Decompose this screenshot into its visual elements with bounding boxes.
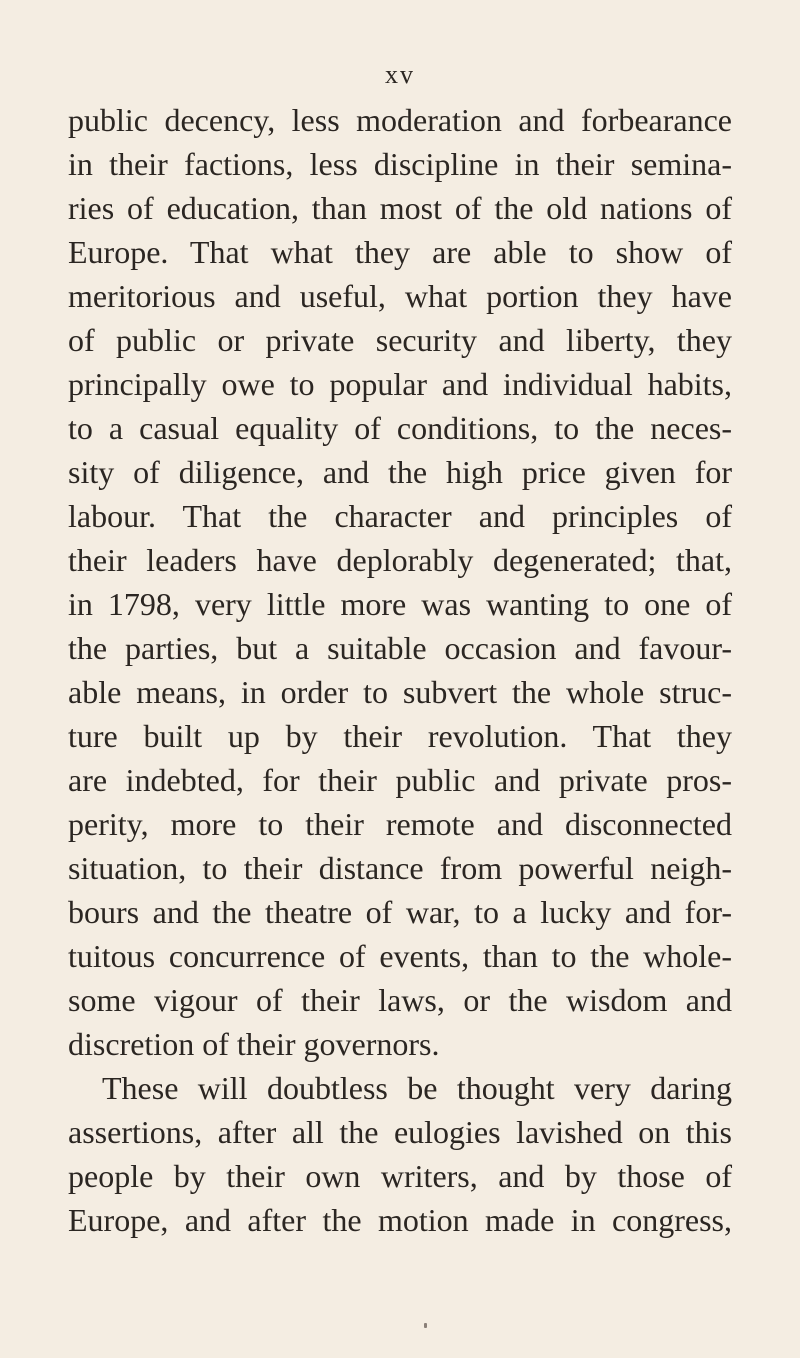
text-line: ries of education, than most of the old nations of xyxy=(68,190,732,226)
text-line: principally owe to popular and individual habits, xyxy=(68,366,732,402)
text-line: of public or private security and liberty, they xyxy=(68,322,732,358)
page-number: xv xyxy=(385,60,415,89)
text-line: public decency, less moderation and forbearance xyxy=(68,102,732,138)
text-line: are indebted, for their public and private pros- xyxy=(68,762,732,798)
text-line: ture built up by their revolution. That they xyxy=(68,718,732,754)
text-line: to a casual equality of conditions, to the neces- xyxy=(68,410,732,446)
text-line: the parties, but a suitable occasion and favour- xyxy=(68,630,732,666)
text-line: situation, to their distance from powerful neigh- xyxy=(68,850,732,886)
text-line: in 1798, very little more was wanting to one of xyxy=(68,586,732,622)
text-line: tuitous concurrence of events, than to the whole- xyxy=(68,938,732,974)
text-line: labour. That the character and principles of xyxy=(68,498,732,534)
text-line: meritorious and useful, what portion they have xyxy=(68,278,732,314)
text-line: some vigour of their laws, or the wisdom and xyxy=(68,982,732,1018)
text-line: Europe. That what they are able to show of xyxy=(68,234,732,270)
body-text xyxy=(68,98,732,1242)
text-line: able means, in order to subvert the whole struc- xyxy=(68,674,732,710)
text-line: people by their own writers, and by those of xyxy=(68,1158,732,1194)
text-line: their leaders have deplorably degenerated; that, xyxy=(68,542,732,578)
text-line: Europe, and after the motion made in congress, xyxy=(68,1202,732,1238)
paper-speck xyxy=(424,1323,427,1328)
text-line: sity of diligence, and the high price given for xyxy=(68,454,732,490)
paragraph-start-line: These will doubtless be thought very daring xyxy=(102,1070,732,1106)
text-line: bours and the theatre of war, to a lucky and for- xyxy=(68,894,732,930)
text-line: assertions, after all the eulogies lavished on this xyxy=(68,1114,732,1150)
text-line: perity, more to their remote and disconnected xyxy=(68,806,732,842)
paragraph-end-line: discretion of their governors. xyxy=(68,1026,440,1062)
text-line: in their factions, less discipline in their semina- xyxy=(68,146,732,182)
